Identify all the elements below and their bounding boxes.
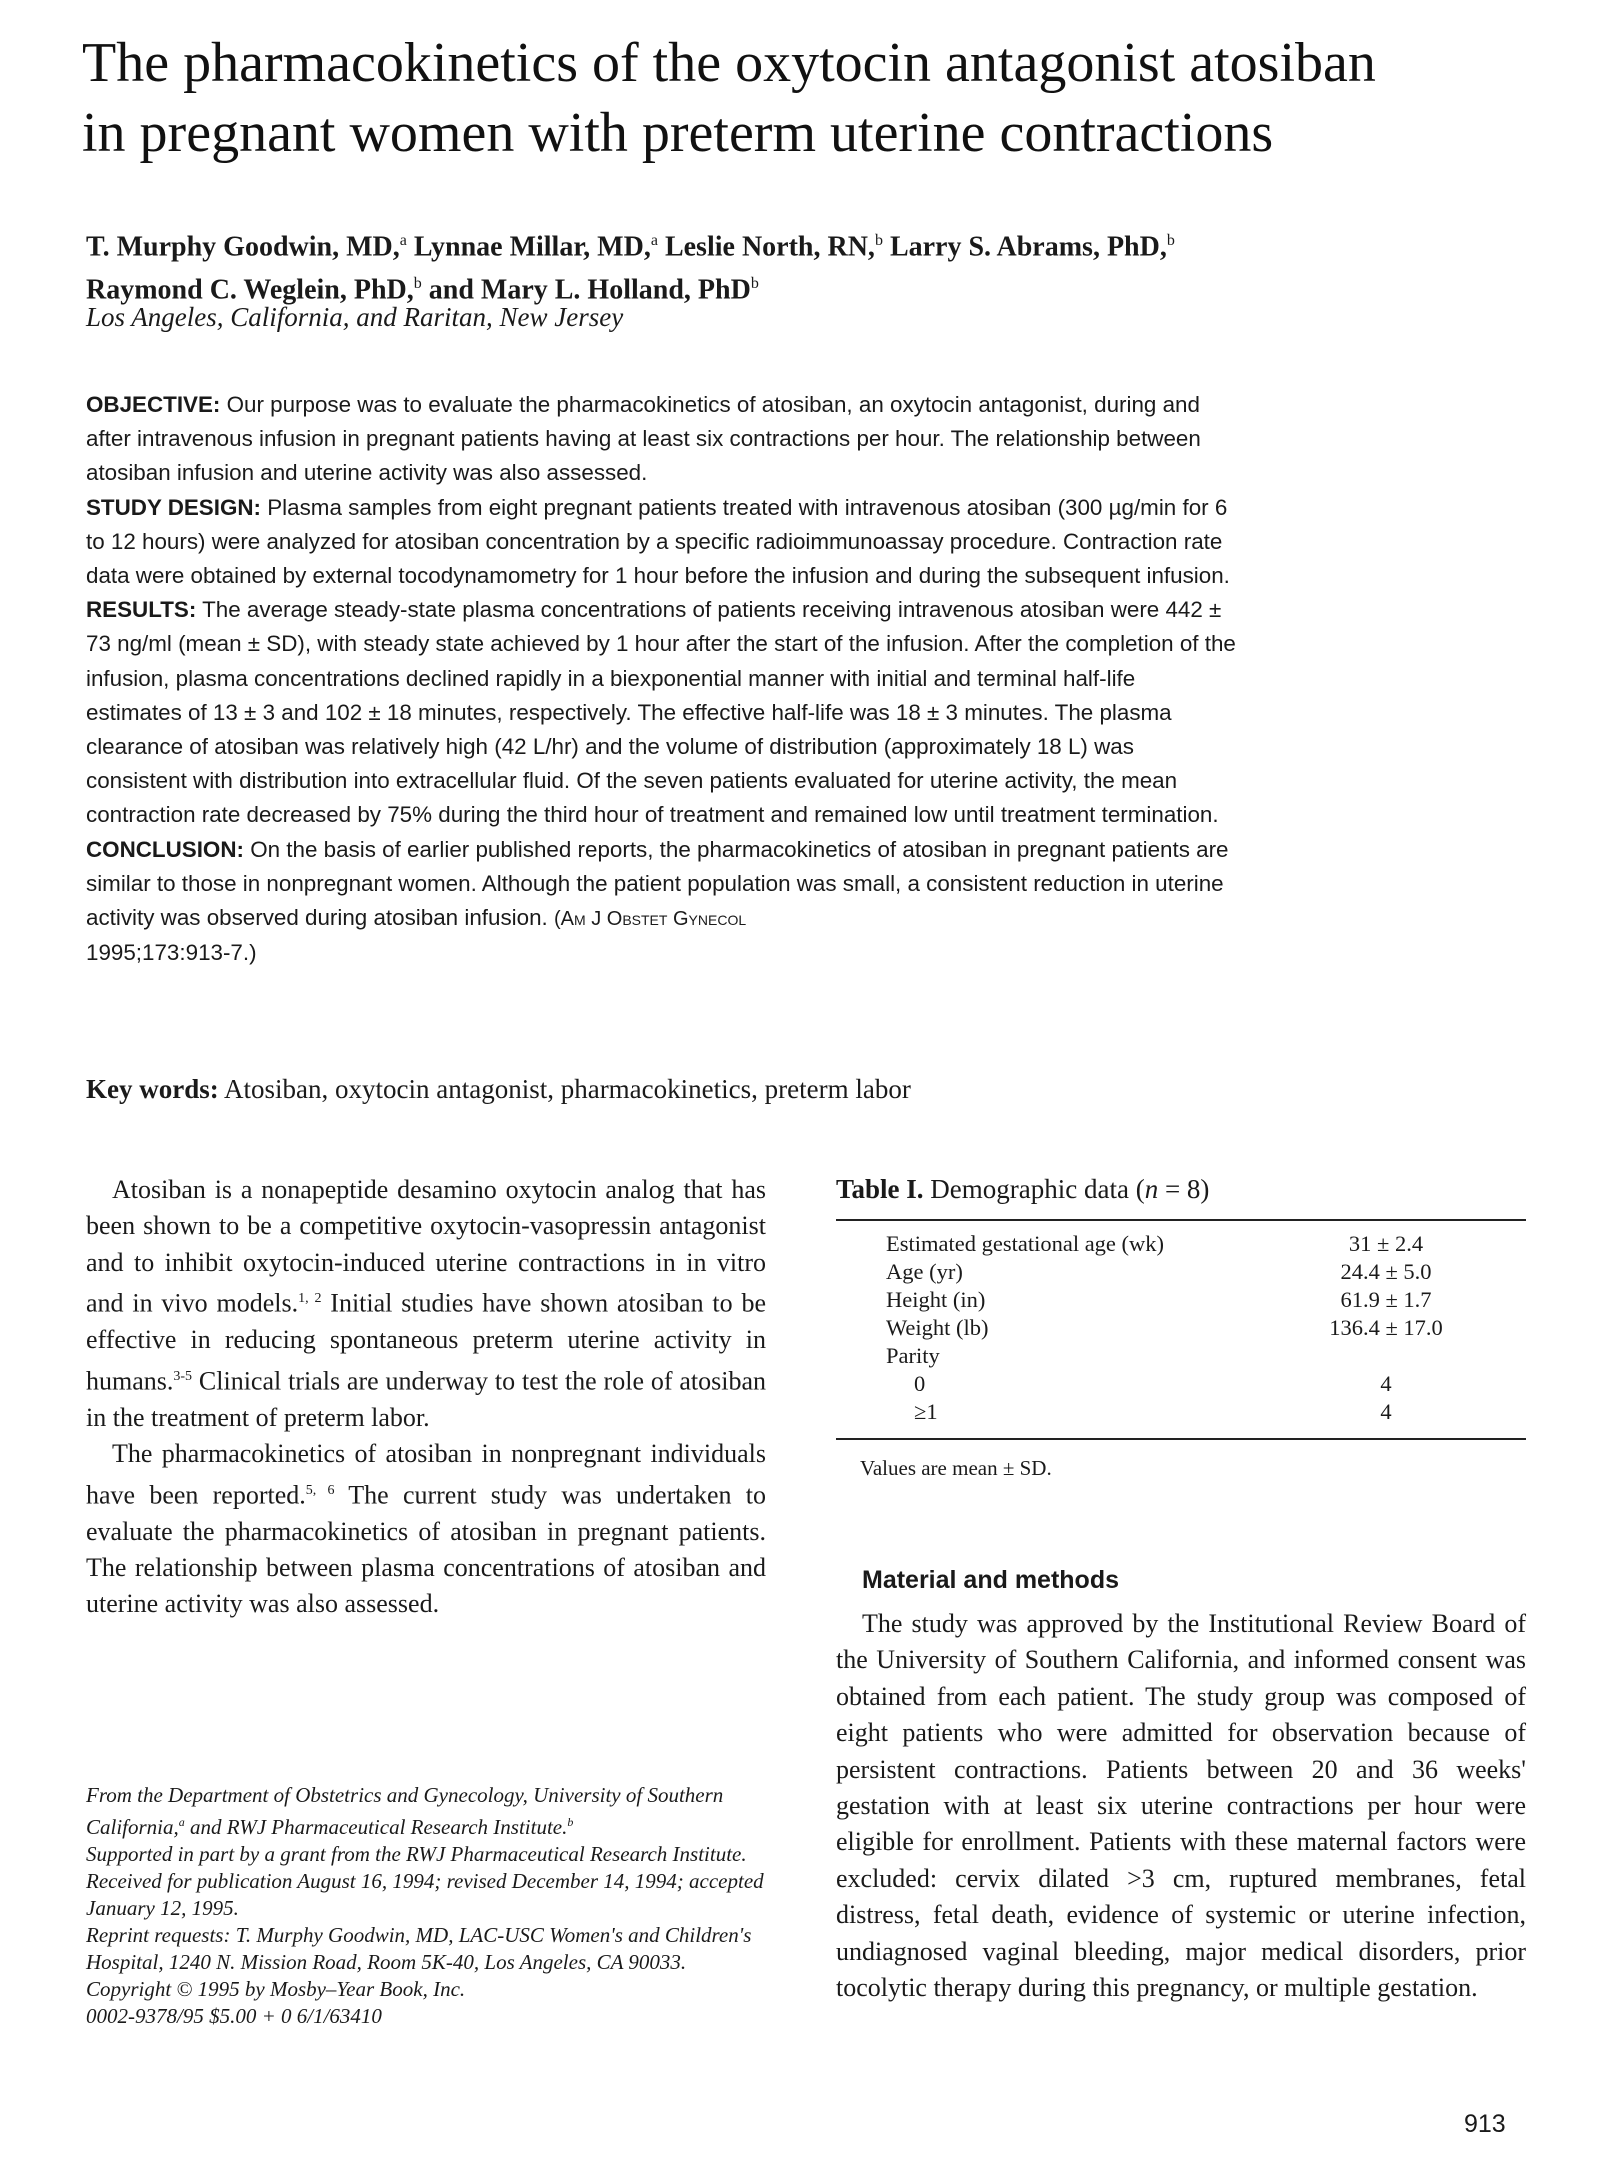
row-label: 0 [914, 1371, 926, 1396]
row-label: Weight (lb) [886, 1315, 989, 1340]
section-heading-methods: Material and methods [862, 1566, 1119, 1594]
study-design-label: STUDY DESIGN: [86, 494, 262, 520]
keywords-label: Key words: [86, 1074, 219, 1104]
intro-p1-text-a: Atosiban is a nonapeptide desamino oxytocin analog that has been shown to be a competitive oxytocin-vasopressin antagonist and to inhibit oxytocin-induced uterine contractions in in vitro and in vivo models. [86, 1175, 766, 1318]
reference-marker: 5, 6 [305, 1482, 335, 1498]
abstract [86, 388, 1236, 970]
author-6-affiliation: b [750, 275, 759, 293]
author-4: Larry S. Abrams, PhD, [882, 231, 1167, 263]
introduction-column [86, 1172, 766, 1623]
page-number: 913 [1464, 2110, 1506, 2138]
abstract-study-design [86, 491, 1236, 594]
row-label: Parity [886, 1343, 940, 1368]
row-label: Estimated gestational age (wk) [886, 1231, 1165, 1256]
footnote-code: 0002-9378/95 $5.00 + 0 6/1/63410 [86, 2004, 382, 2028]
intro-paragraph-1 [86, 1172, 766, 1436]
reference-marker: 3-5 [173, 1368, 193, 1384]
abstract-conclusion [86, 833, 1236, 971]
row-value: 4 [1380, 1371, 1392, 1396]
title-line-2: in pregnant women with preterm uterine contractions [82, 102, 1274, 164]
table-row [886, 1398, 1486, 1426]
author-3-affiliation: b [874, 232, 883, 249]
author-2-affiliation: a [650, 232, 658, 249]
intro-p1-text-b: Initial studies have shown atosiban to be effective in reducing spontaneous preterm uterine activity in humans. [86, 1288, 767, 1396]
article-title [82, 28, 1542, 168]
abstract-objective [86, 388, 1236, 491]
table-row [886, 1370, 1486, 1398]
footnote-affiliation-text-a: From the Department of Obstetrics and Gynecology, University of Southern California, [86, 1783, 724, 1839]
table-caption-text: Demographic data ( [923, 1174, 1145, 1204]
citation-journal: (Am J Obstet Gynecol [553, 908, 747, 931]
reference-marker: 1, 2 [298, 1291, 322, 1307]
author-3: Leslie North, RN, [657, 231, 875, 263]
affiliation-marker: b [567, 1815, 574, 1829]
footnote-reprint: Reprint requests: T. Murphy Goodwin, MD, LAC-USC Women's and Children's Hospital, 1240 N. Mission Road, Room 5K-40, Los Angeles, CA 90033. [86, 1923, 752, 1974]
author-list [86, 222, 1546, 309]
table-row [886, 1342, 1486, 1370]
table-row [886, 1314, 1486, 1342]
footnotes [86, 1782, 766, 2030]
abstract-results [86, 593, 1236, 832]
table-label: Table I. [836, 1174, 924, 1204]
results-text: The average steady-state plasma concentrations of patients receiving intravenous atosiban were 442 ± 73 ng/ml (mean ± SD), with steady state achieved by 1 hour after the start of the infusion. After the completion of the infusion, plasma concentrations declined rapidly in a biexponential manner with initial and terminal half-life estimates of 13 ± 3 and 102 ± 18 minutes, respectively. The effective half-life was 18 ± 3 minutes. The plasma clearance of atosiban was relatively high (42 L/hr) and the volume of distribution (approximately 18 L) was consistent with distribution into extracellular fluid. Of the seven patients evaluated for uterine activity, the mean contraction rate decreased by 75% during the third hour of treatment and remained low until treatment termination. [86, 597, 1236, 828]
intro-p2-text-a: The pharmacokinetics of atosiban in nonpregnant individuals have been reported. [86, 1439, 766, 1510]
table-caption-end: = 8) [1158, 1174, 1210, 1204]
results-label: RESULTS: [86, 597, 197, 623]
author-4-affiliation: b [1166, 232, 1175, 249]
footnote-received: Received for publication August 16, 1994; revised December 14, 1994; accepted January 12, 1995. [86, 1869, 764, 1920]
footnote-copyright: Copyright © 1995 by Mosby–Year Book, Inc. [86, 1977, 466, 2001]
row-value: 61.9 ± 1.7 [1340, 1287, 1432, 1312]
table-caption-n: n [1144, 1174, 1159, 1204]
affiliation-marker: a [178, 1815, 185, 1829]
author-location: Los Angeles, California, and Raritan, New Jersey [86, 302, 624, 332]
author-1: T. Murphy Goodwin, MD, [86, 231, 400, 263]
row-value: 31 ± 2.4 [1348, 1231, 1424, 1256]
methods-column [836, 1606, 1526, 2006]
study-design-text: Plasma samples from eight pregnant patients treated with intravenous atosiban (300 µg/min for 6 to 12 hours) were analyzed for atosiban concentration by a specific radioimmunoassay procedure. Contraction rate data were obtained by external tocodynamometry for 1 hour before the infusion and during the subsequent infusion. [86, 494, 1230, 589]
table-row [886, 1230, 1486, 1258]
row-label: Height (in) [886, 1287, 986, 1312]
footnote-affiliation-text-b: and RWJ Pharmaceutical Research Institute. [184, 1815, 568, 1839]
row-value: 24.4 ± 5.0 [1340, 1259, 1432, 1284]
citation-volume: 1995;173:913-7.) [86, 940, 257, 966]
table-demographic-data [836, 1174, 1526, 1480]
objective-text: Our purpose was to evaluate the pharmacokinetics of atosiban, an oxytocin antagonist, during and after intravenous infusion in pregnant patients having at least six contractions per hour. The relationship between atosiban infusion and uterine activity was also assessed. [86, 392, 1201, 486]
table-row [886, 1258, 1486, 1286]
objective-label: OBJECTIVE: [86, 392, 221, 417]
table-bottom-rule [836, 1438, 1526, 1440]
table-top-rule [836, 1219, 1526, 1221]
keywords [86, 1074, 911, 1105]
author-1-affiliation: a [399, 232, 407, 249]
conclusion-text: On the basis of earlier published reports, the pharmacokinetics of atosiban in pregnant patients are similar to those in nonpregnant women. Although the patient population was small, a consistent reduction in uterine activity was observed during atosiban infusion. [86, 836, 1229, 931]
author-6: and Mary L. Holland, PhD [421, 274, 751, 306]
footnote-support: Supported in part by a grant from the RWJ Pharmaceutical Research Institute. [86, 1842, 747, 1866]
title-line-1: The pharmacokinetics of the oxytocin antagonist atosiban [82, 32, 1376, 94]
row-value: 136.4 ± 17.0 [1329, 1315, 1443, 1340]
author-5-affiliation: b [413, 275, 422, 293]
row-value: 4 [1380, 1399, 1392, 1424]
footnote-affiliation [86, 1782, 766, 1841]
table-note: Values are mean ± SD. [860, 1456, 1052, 1480]
intro-p2-text-b: The current study was undertaken to evaluate the pharmacokinetics of atosiban in pregnant patients. The relationship between plasma concentrations of atosiban and uterine activity was also assessed. [86, 1480, 767, 1619]
table-caption [836, 1174, 1526, 1205]
author-5: Raymond C. Weglein, PhD, [86, 274, 414, 306]
conclusion-label: CONCLUSION: [86, 836, 244, 862]
methods-paragraph: The study was approved by the Institutional Review Board of the University of Southern California, and informed consent was obtained from each patient. The study group was composed of eight patients who were admitted for observation because of persistent contractions. Patients between 20 and 36 weeks' gestation with at least six uterine contractions per hour were eligible for enrollment. Patients with these maternal factors were excluded: cervix dilated >3 cm, ruptured membranes, fetal distress, fetal death, evidence of systemic or uterine infection, undiagnosed vaginal bleeding, major medical disorders, prior tocolytic therapy during this pregnancy, or multiple gestation. [836, 1609, 1526, 2003]
keywords-text: Atosiban, oxytocin antagonist, pharmacokinetics, preterm labor [218, 1074, 911, 1104]
author-2: Lynnae Millar, MD, [406, 231, 651, 263]
intro-p1-text-c: Clinical trials are underway to test the role of atosiban in the treatment of preterm labor. [86, 1366, 766, 1432]
row-label: Age (yr) [886, 1259, 963, 1284]
intro-paragraph-2 [86, 1436, 766, 1623]
table-row [886, 1286, 1486, 1314]
row-value [1286, 1342, 1486, 1370]
demographic-table [886, 1230, 1486, 1426]
row-label: ≥1 [914, 1399, 938, 1424]
